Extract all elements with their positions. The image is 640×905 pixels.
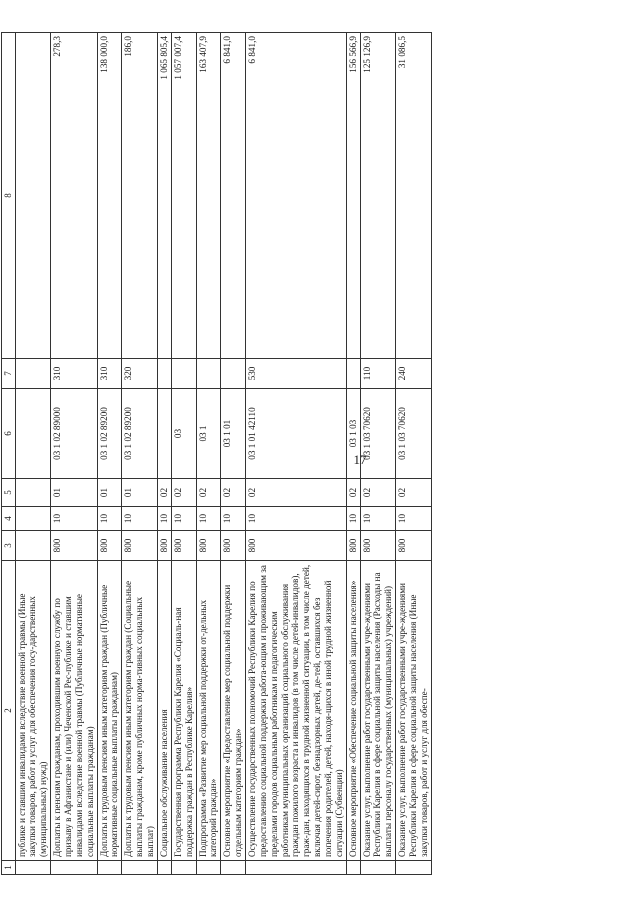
- target-article-cell: 03: [171, 389, 196, 479]
- subsection-code-cell: 02: [396, 479, 432, 507]
- expense-name-cell: публике и ставшим инвалидами вследствие военной травмы (Иные закупки товаров, работ и услуг для обеспечения госу-дарственных (муниципальных) нужд): [15, 561, 51, 861]
- target-article-cell: 03 1 01: [221, 389, 246, 479]
- ministry-code-cell: 800: [221, 531, 246, 561]
- section-code-cell: 10: [51, 507, 97, 531]
- ministry-code-cell: 800: [346, 531, 360, 561]
- col1-cell: [51, 861, 97, 875]
- expense-type-cell: [196, 359, 221, 389]
- target-article-cell: 03 1 03: [346, 389, 360, 479]
- subsection-code-cell: 02: [221, 479, 246, 507]
- ministry-code-cell: 800: [122, 531, 158, 561]
- expense-type-cell: 530: [245, 359, 346, 389]
- column-header: 7: [2, 359, 16, 389]
- section-code-cell: 10: [97, 507, 122, 531]
- amount-cell: 125 126,9: [360, 33, 396, 359]
- col1-cell: [157, 861, 171, 875]
- table-row: [51, 33, 97, 875]
- ministry-code-cell: 800: [396, 531, 432, 561]
- ministry-code-cell: 800: [171, 531, 196, 561]
- column-header: 6: [2, 389, 16, 479]
- amount-cell: 156 566,9: [346, 33, 360, 359]
- expense-name-cell: Осуществление государственных полномочий Республики Карелия по предоставлению социальной поддержки работа-ющим и проживающим за пределами городов социальным работникам и педагогическим работникам муниципальных организаций социального обслуживания граждан пожилого возраста и инвалидов (в том числе детей-инвалидов), граж-дан, находящихся в трудной жизненной ситуации, в том числе детей, включая детей-сирот, безнадзорных детей, де-тей, оставшихся без попечения родителей, детей, находя-щихся в иной трудной жизненной ситуации (Субвенции): [245, 561, 346, 861]
- table-header-row: [2, 33, 16, 875]
- expense-name-cell: Доплаты к трудовым пенсиям иным категориям граждан (Публичные нормативные социальные выплаты гражданам): [97, 561, 122, 861]
- expense-name-cell: Основное мероприятие «Предоставление мер социальной поддержки отдельным категориям граждан»: [221, 561, 246, 861]
- expense-type-cell: 310: [51, 359, 97, 389]
- expense-type-cell: 110: [360, 359, 396, 389]
- column-header: 3: [2, 531, 16, 561]
- section-code-cell: [15, 507, 51, 531]
- budget-table-sheet: [1, 33, 599, 875]
- subsection-code-cell: 02: [157, 479, 171, 507]
- amount-cell: 6 841,0: [245, 33, 346, 359]
- column-header: 8: [2, 33, 16, 359]
- subsection-code-cell: 01: [97, 479, 122, 507]
- amount-cell: 278,3: [51, 33, 97, 359]
- target-article-cell: 03 1 02 89200: [97, 389, 122, 479]
- subsection-code-cell: 02: [346, 479, 360, 507]
- expense-name-cell: Основное мероприятие «Обеспечение социальной защиты населения»: [346, 561, 360, 861]
- expense-name-cell: Социальное обслуживание населения: [157, 561, 171, 861]
- section-code-cell: 10: [157, 507, 171, 531]
- target-article-cell: 03 1 02 89000: [51, 389, 97, 479]
- section-code-cell: 10: [171, 507, 196, 531]
- expense-type-cell: [346, 359, 360, 389]
- target-article-cell: [157, 389, 171, 479]
- expense-type-cell: [171, 359, 196, 389]
- expense-type-cell: [157, 359, 171, 389]
- table-row: [171, 33, 196, 875]
- table-row: [157, 33, 171, 875]
- target-article-cell: [15, 389, 51, 479]
- amount-cell: 186,0: [122, 33, 158, 359]
- col1-cell: [15, 861, 51, 875]
- col1-cell: [346, 861, 360, 875]
- expense-type-cell: 320: [122, 359, 158, 389]
- table-row: [196, 33, 221, 875]
- col1-cell: [221, 861, 246, 875]
- section-code-cell: 10: [221, 507, 246, 531]
- table-row: [346, 33, 360, 875]
- expense-type-cell: 240: [396, 359, 432, 389]
- table-row: [15, 33, 51, 875]
- expense-name-cell: Подпрограмма «Развитие мер социальной поддержки от-дельных категорий граждан»: [196, 561, 221, 861]
- target-article-cell: 03 1 03 70620: [396, 389, 432, 479]
- amount-cell: 138 000,0: [97, 33, 122, 359]
- section-code-cell: 10: [360, 507, 396, 531]
- subsection-code-cell: [15, 479, 51, 507]
- expense-type-cell: 310: [97, 359, 122, 389]
- column-header: 5: [2, 479, 16, 507]
- budget-table: [1, 32, 432, 875]
- amount-cell: 31 086,5: [396, 33, 432, 359]
- table-row: [360, 33, 396, 875]
- col1-cell: [196, 861, 221, 875]
- section-code-cell: 10: [245, 507, 346, 531]
- col1-cell: [245, 861, 346, 875]
- column-header: 2: [2, 561, 16, 861]
- subsection-code-cell: 02: [196, 479, 221, 507]
- section-code-cell: 10: [396, 507, 432, 531]
- target-article-cell: 03 1 01 42110: [245, 389, 346, 479]
- section-code-cell: 10: [196, 507, 221, 531]
- table-row: [245, 33, 346, 875]
- expense-type-cell: [15, 359, 51, 389]
- ministry-code-cell: 800: [157, 531, 171, 561]
- table-row: [396, 33, 432, 875]
- ministry-code-cell: [15, 531, 51, 561]
- ministry-code-cell: 800: [51, 531, 97, 561]
- ministry-code-cell: 800: [196, 531, 221, 561]
- subsection-code-cell: 01: [122, 479, 158, 507]
- col1-cell: [360, 861, 396, 875]
- column-header: 4: [2, 507, 16, 531]
- table-row: [97, 33, 122, 875]
- expense-name-cell: Государственная программа Республики Карелия «Социаль-ная поддержка граждан в Республике Карелия»: [171, 561, 196, 861]
- section-code-cell: 10: [346, 507, 360, 531]
- ministry-code-cell: 800: [97, 531, 122, 561]
- expense-type-cell: [221, 359, 246, 389]
- col1-cell: [122, 861, 158, 875]
- amount-cell: 6 841,0: [221, 33, 246, 359]
- target-article-cell: 03 1 03 70620: [360, 389, 396, 479]
- subsection-code-cell: 02: [245, 479, 346, 507]
- ministry-code-cell: 800: [360, 531, 396, 561]
- table-row: [122, 33, 158, 875]
- target-article-cell: 03 1 02 89200: [122, 389, 158, 479]
- section-code-cell: 10: [122, 507, 158, 531]
- table-row: [221, 33, 246, 875]
- target-article-cell: 03 1: [196, 389, 221, 479]
- amount-cell: 1 057 007,4: [171, 33, 196, 359]
- col1-cell: [171, 861, 196, 875]
- expense-name-cell: Оказание услуг, выполнение работ государственными учре-ждениями Республики Карелия в сфере социальной защиты населения (Расходы на выплаты персоналу государственных (муниципальных) учреждений): [360, 561, 396, 861]
- subsection-code-cell: 01: [51, 479, 97, 507]
- expense-name-cell: Доплаты к пенсиям гражданам, проходившим военную службу по призыву в Афганистане и (или) Чеченской Рес-публике и ставшим инвалидами вследствие военной травмы (Публичные нормативные социальные выплаты гражданам): [51, 561, 97, 861]
- column-header: 1: [2, 861, 16, 875]
- col1-cell: [396, 861, 432, 875]
- col1-cell: [97, 861, 122, 875]
- expense-name-cell: Оказание услуг, выполнение работ государственными учре-ждениями Республики Карелия в сфере социальной защиты населения (Иные закупки товаров, работ и услуг для обеспе-: [396, 561, 432, 861]
- subsection-code-cell: 02: [360, 479, 396, 507]
- expense-name-cell: Доплаты к трудовым пенсиям иным категориям граждан (Социальные выплаты гражданам, кроме публичных норма-тивных социальных выплат): [122, 561, 158, 861]
- page-number: 17: [353, 452, 367, 467]
- amount-cell: 1 065 805,4: [157, 33, 171, 359]
- ministry-code-cell: 800: [245, 531, 346, 561]
- amount-cell: 163 407,9: [196, 33, 221, 359]
- amount-cell: [15, 33, 51, 359]
- subsection-code-cell: 02: [171, 479, 196, 507]
